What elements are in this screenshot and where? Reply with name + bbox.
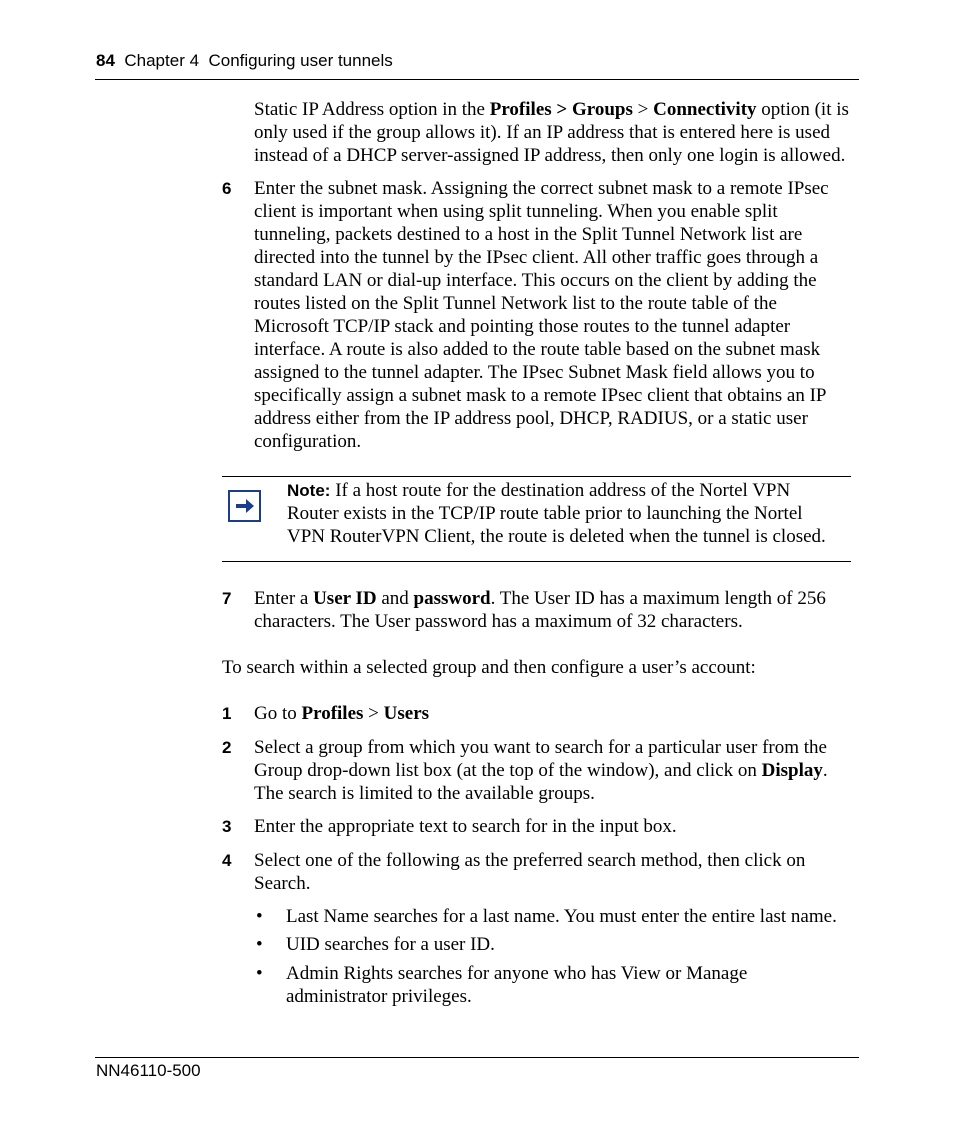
step-3-number: 3 bbox=[222, 817, 232, 836]
step-4-number: 4 bbox=[222, 851, 232, 870]
intro-line-2: only used if the group allows it). If an IP address that is entered here is used bbox=[254, 122, 831, 143]
step-2-number: 2 bbox=[222, 738, 232, 757]
header-rule bbox=[95, 79, 859, 80]
note-bottom-rule bbox=[222, 561, 851, 562]
bullet-item-3: Admin Rights searches for anyone who has View or Manage bbox=[286, 963, 748, 984]
bullet-item-2: UID searches for a user ID. bbox=[286, 934, 495, 955]
arrow-right-icon bbox=[228, 490, 261, 522]
menu-profiles: Profiles bbox=[489, 99, 552, 120]
page-number: 84 bbox=[96, 51, 115, 70]
search-intro: To search within a selected group and then configure a user’s account: bbox=[222, 657, 756, 678]
step-3-text: Enter the appropriate text to search for in the input box. bbox=[254, 816, 677, 837]
bullet-mark: • bbox=[256, 963, 263, 984]
step-6-number: 6 bbox=[222, 179, 232, 198]
footer-rule bbox=[95, 1057, 859, 1058]
doc-number: NN46110-500 bbox=[96, 1061, 201, 1080]
menu-connectivity: Connectivity bbox=[653, 99, 757, 120]
chapter-label: Chapter 4 bbox=[124, 51, 200, 70]
note-line-2: Router exists in the TCP/IP route table prior to launching the Nortel bbox=[287, 503, 803, 524]
step-1-number: 1 bbox=[222, 704, 232, 723]
step-6-line: configuration. bbox=[254, 431, 362, 452]
step-6-line: assigned to the tunnel adapter. The IPsec Subnet Mask field allows you to bbox=[254, 362, 815, 383]
step-6-line: tunneling, packets destined to a host in the Split Tunnel Network list are bbox=[254, 224, 803, 245]
step-6-line: address either from the IP address pool, DHCP, RADIUS, or a static user bbox=[254, 408, 808, 429]
step-7-line-2: characters. The User password has a maximum of 32 characters. bbox=[254, 611, 743, 632]
step-6-line: directed into the tunnel by the IPsec client. All other traffic goes through a bbox=[254, 247, 819, 268]
intro-line-3: instead of a DHCP server-assigned IP address, then only one login is allowed. bbox=[254, 145, 846, 166]
menu-users: Users bbox=[383, 703, 430, 724]
intro-line-1: Static IP Address option in the Profiles > Groups > Connectivity option (it is bbox=[254, 99, 849, 120]
chapter-title: Configuring user tunnels bbox=[208, 51, 393, 70]
step-6-line: Enter the subnet mask. Assigning the correct subnet mask to a remote IPsec bbox=[254, 178, 829, 199]
note-line-3: VPN RouterVPN Client, the route is deleted when the tunnel is closed. bbox=[287, 526, 826, 547]
bullet-mark: • bbox=[256, 934, 263, 955]
step-7-line-1: Enter a User ID and password. The User ID has a maximum length of 256 bbox=[254, 588, 826, 609]
step-6-line: standard LAN or dial-up interface. This occurs on the client by adding the bbox=[254, 270, 817, 291]
note-label: Note: bbox=[287, 481, 331, 500]
note-top-rule bbox=[222, 476, 851, 477]
button-display: Display bbox=[761, 760, 823, 781]
note-line-1: Note: If a host route for the destination address of the Nortel VPN bbox=[287, 480, 791, 501]
step-6-line: routes listed on the Split Tunnel Network list to the route table of the bbox=[254, 293, 777, 314]
step-6-line: Microsoft TCP/IP stack and pointing those routes to the tunnel adapter bbox=[254, 316, 791, 337]
page-header bbox=[96, 51, 393, 71]
step-6-line: specifically assign a subnet mask to a remote IPsec client that obtains an IP bbox=[254, 385, 827, 406]
field-user-id: User ID bbox=[313, 588, 377, 609]
step-1-text: Go to Profiles > Users bbox=[254, 703, 430, 724]
step-7-number: 7 bbox=[222, 589, 232, 608]
step-6-line: client is important when using split tunneling. When you enable split bbox=[254, 201, 778, 222]
menu-groups: Groups bbox=[571, 99, 633, 120]
bullet-item-1: Last Name searches for a last name. You must enter the entire last name. bbox=[286, 906, 837, 927]
menu-profiles-2: Profiles bbox=[301, 703, 364, 724]
bullet-item-3-cont: administrator privileges. bbox=[286, 986, 472, 1007]
bullet-mark: • bbox=[256, 906, 263, 927]
field-password: password bbox=[413, 588, 491, 609]
step-6-line: interface. A route is also added to the route table based on the subnet mask bbox=[254, 339, 821, 360]
